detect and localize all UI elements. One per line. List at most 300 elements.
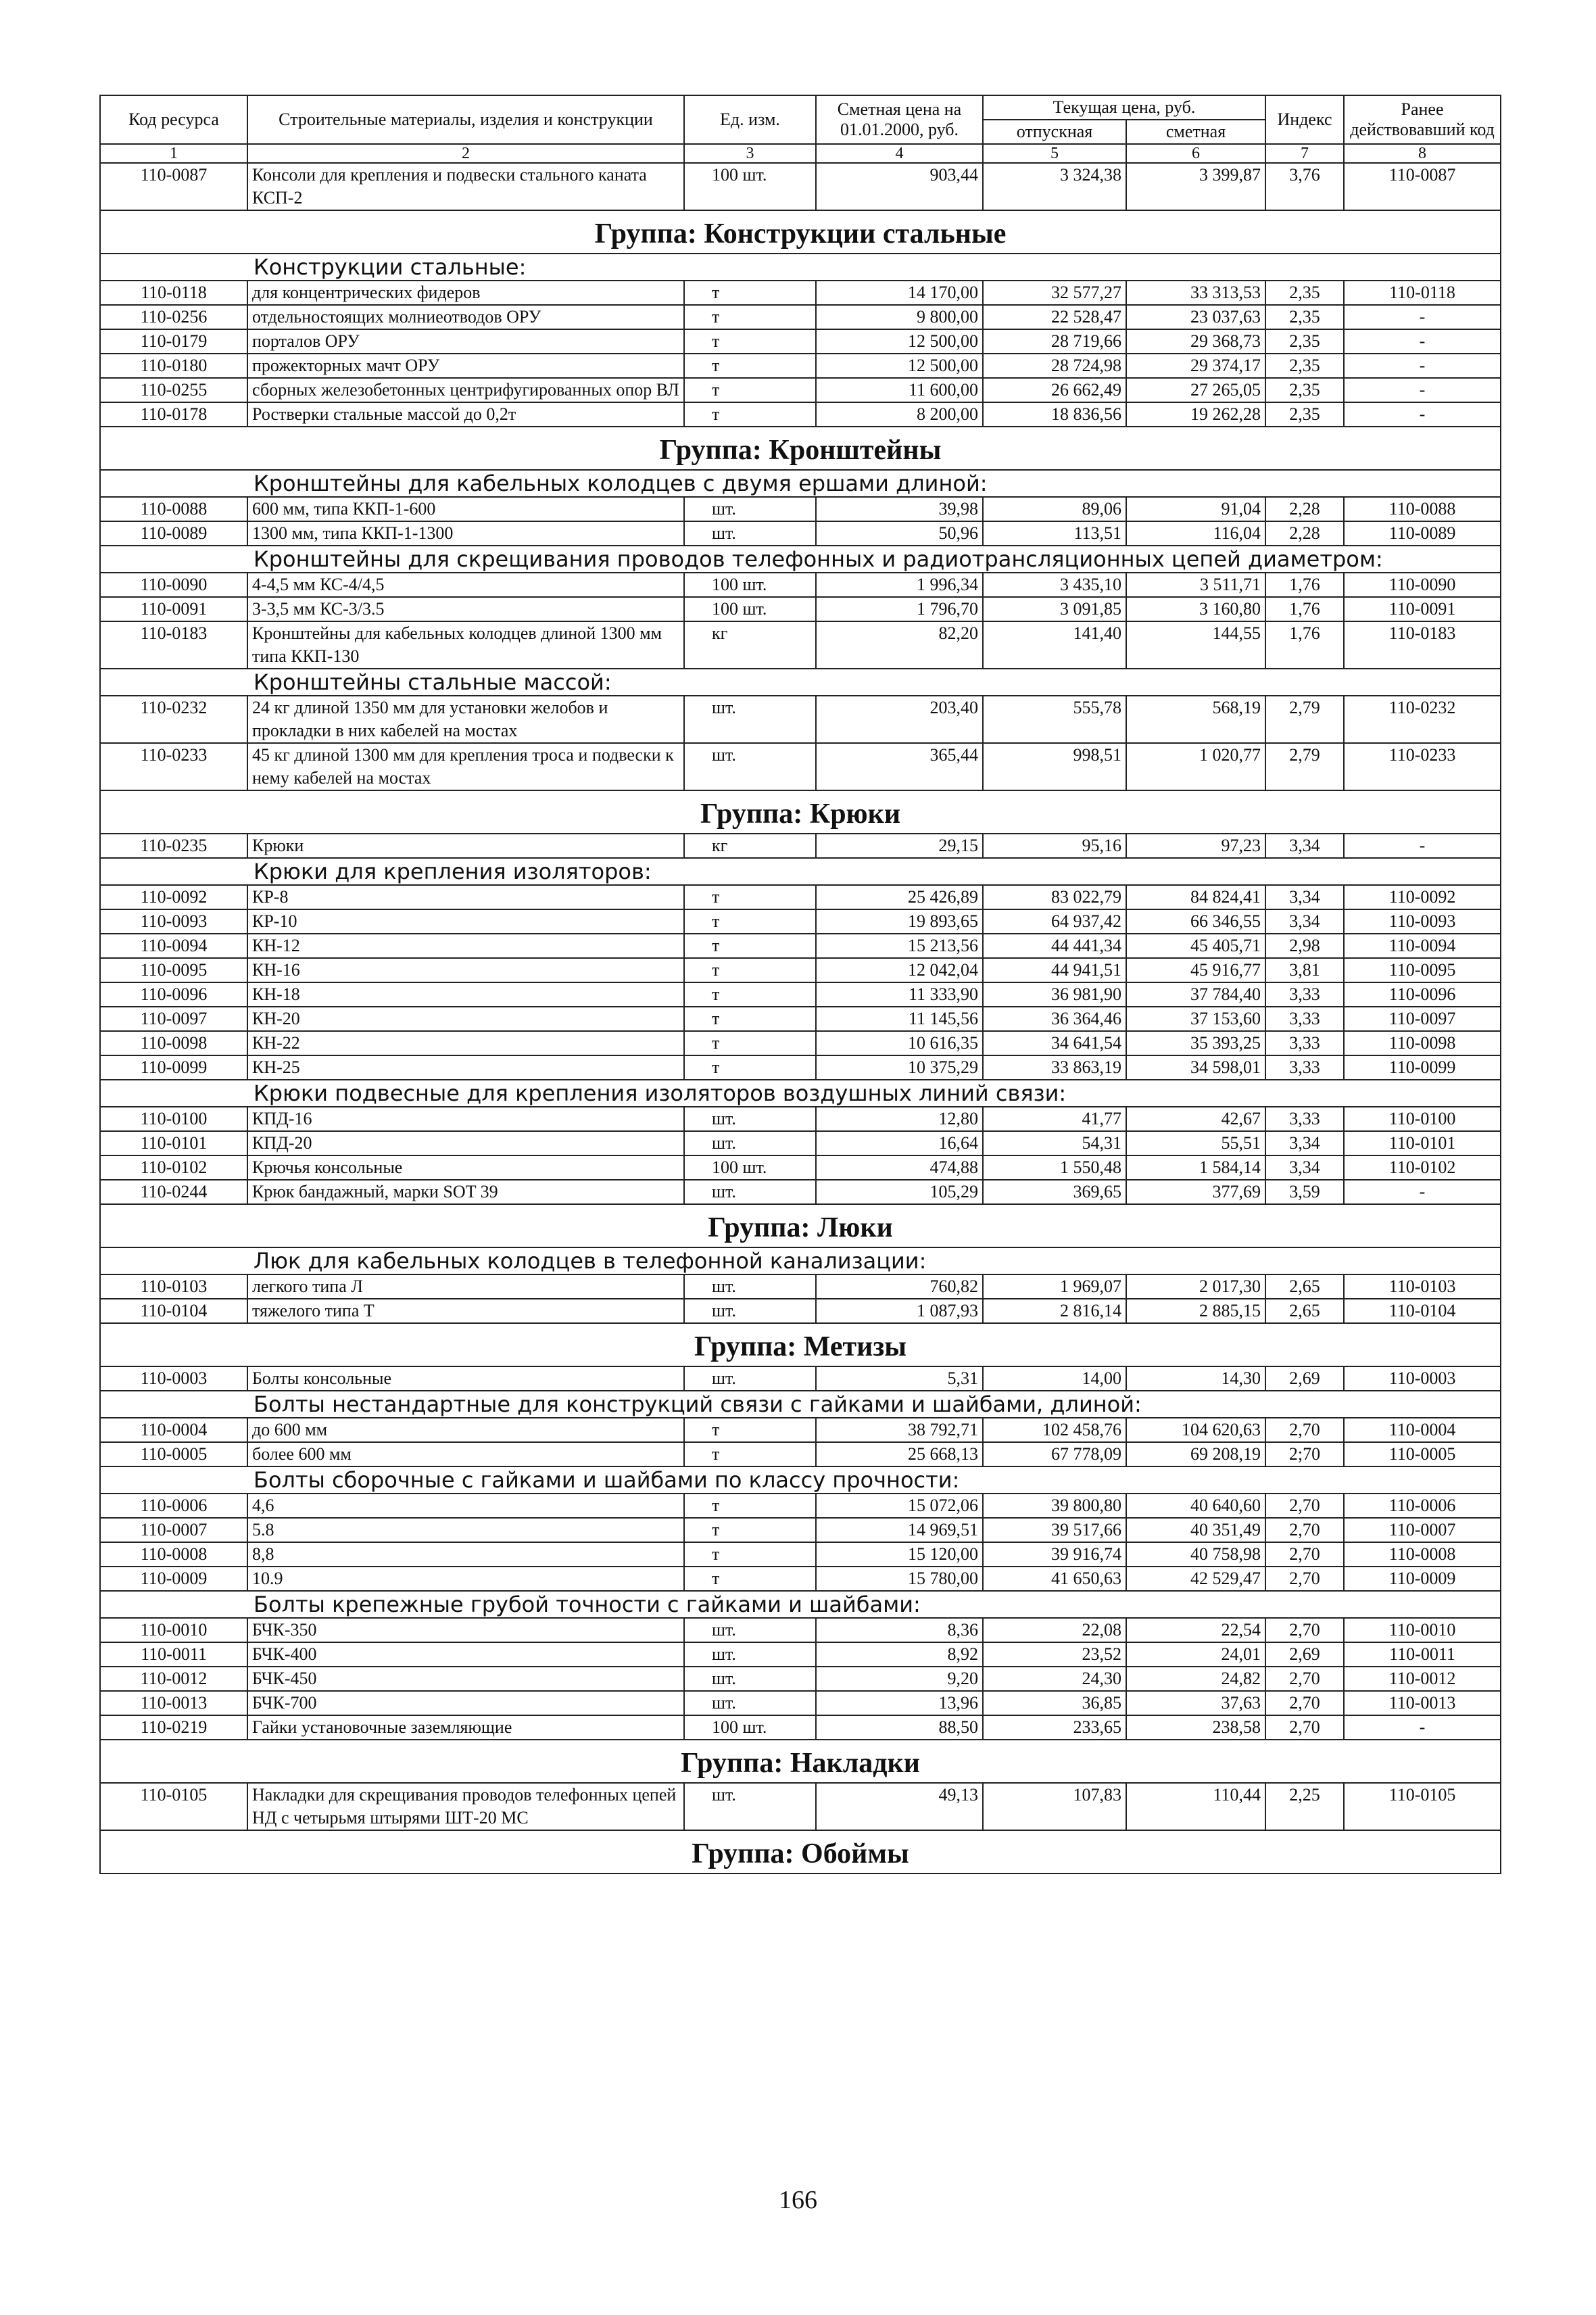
old-code-cell: 110-0233 xyxy=(1344,743,1501,790)
estimate-price-cell: 377,69 xyxy=(1126,1180,1265,1204)
subheading-row xyxy=(100,669,1501,696)
group-heading: Группа: Конструкции стальные xyxy=(100,210,1501,254)
index-cell: 2,35 xyxy=(1265,378,1344,402)
unit-cell: кг xyxy=(684,834,816,858)
subheading-row xyxy=(100,470,1501,497)
base-price-cell: 11 600,00 xyxy=(816,378,983,402)
table-row xyxy=(100,305,1501,329)
page-number: 166 xyxy=(779,2186,817,2214)
estimate-price-cell: 97,23 xyxy=(1126,834,1265,858)
resource-code-cell: 110-0097 xyxy=(100,1007,247,1031)
base-price-cell: 8,92 xyxy=(816,1642,983,1667)
base-price-cell: 10 616,35 xyxy=(816,1031,983,1055)
base-price-cell: 12,80 xyxy=(816,1107,983,1131)
subheading-row xyxy=(100,1466,1501,1494)
unit-cell: шт. xyxy=(684,1131,816,1155)
estimate-price-cell: 568,19 xyxy=(1126,696,1265,743)
base-price-cell: 5,31 xyxy=(816,1366,983,1391)
resource-code-cell: 110-0235 xyxy=(100,834,247,858)
resource-code-cell: 110-0183 xyxy=(100,621,247,669)
resource-code-cell: 110-0089 xyxy=(100,521,247,546)
material-name-cell: 24 кг длиной 1350 мм для установки желобов и прокладки в них кабелей на мостах xyxy=(247,696,684,743)
estimate-price-cell: 84 824,41 xyxy=(1126,885,1265,909)
material-name-cell: КПД-20 xyxy=(247,1131,684,1155)
old-code-cell: 110-0183 xyxy=(1344,621,1501,669)
unit-cell: т xyxy=(684,378,816,402)
unit-cell: шт. xyxy=(684,521,816,546)
estimate-price-cell: 66 346,55 xyxy=(1126,909,1265,934)
estimate-price-cell: 35 393,25 xyxy=(1126,1031,1265,1055)
old-code-cell: - xyxy=(1344,1715,1501,1740)
base-price-cell: 25 668,13 xyxy=(816,1442,983,1466)
table-row xyxy=(100,1442,1501,1466)
base-price-cell: 19 893,65 xyxy=(816,909,983,934)
table-row xyxy=(100,163,1501,210)
table-row xyxy=(100,378,1501,402)
estimate-price-cell: 29 368,73 xyxy=(1126,329,1265,354)
table-row xyxy=(100,909,1501,934)
header-code: Код ресурса xyxy=(100,95,247,144)
index-cell: 3,34 xyxy=(1265,909,1344,934)
resource-code-cell: 110-0180 xyxy=(100,354,247,378)
subheading: Болты нестандартные для конструкций связи с гайками и шайбами, длиной: xyxy=(100,1391,1501,1418)
table-row xyxy=(100,1366,1501,1391)
release-price-cell: 113,51 xyxy=(983,521,1126,546)
index-cell: 2,35 xyxy=(1265,305,1344,329)
unit-cell: т xyxy=(684,885,816,909)
old-code-cell: 110-0087 xyxy=(1344,163,1501,210)
unit-cell: т xyxy=(684,329,816,354)
column-numbers-row xyxy=(100,144,1501,163)
resource-code-cell: 110-0088 xyxy=(100,497,247,521)
resource-code-cell: 110-0094 xyxy=(100,934,247,958)
table-row xyxy=(100,354,1501,378)
index-cell: 2,70 xyxy=(1265,1418,1344,1442)
header-base-price: Сметная цена на 01.01.2000, руб. xyxy=(816,95,983,144)
resource-code-cell: 110-0008 xyxy=(100,1542,247,1567)
index-cell: 2,69 xyxy=(1265,1366,1344,1391)
base-price-cell: 82,20 xyxy=(816,621,983,669)
old-code-cell: 110-0118 xyxy=(1344,281,1501,305)
base-price-cell: 29,15 xyxy=(816,834,983,858)
release-price-cell: 2 816,14 xyxy=(983,1299,1126,1323)
table-row xyxy=(100,1299,1501,1323)
subheading: Крюки для крепления изоляторов: xyxy=(100,858,1501,885)
unit-cell: шт. xyxy=(684,1107,816,1131)
old-code-cell: 110-0100 xyxy=(1344,1107,1501,1131)
price-table-body xyxy=(100,163,1501,1874)
old-code-cell: 110-0010 xyxy=(1344,1618,1501,1642)
unit-cell: т xyxy=(684,1442,816,1466)
release-price-cell: 369,65 xyxy=(983,1180,1126,1204)
table-row xyxy=(100,329,1501,354)
table-row xyxy=(100,402,1501,427)
subheading: Кронштейны для кабельных колодцев с двумя ершами длиной: xyxy=(100,470,1501,497)
material-name-cell: для концентрических фидеров xyxy=(247,281,684,305)
unit-cell: 100 шт. xyxy=(684,573,816,597)
group-heading: Группа: Крюки xyxy=(100,790,1501,834)
column-number: 1 xyxy=(100,144,247,163)
material-name-cell: легкого типа Л xyxy=(247,1274,684,1299)
header-old-code: Ранее действовавший код xyxy=(1344,95,1501,144)
table-row xyxy=(100,1567,1501,1591)
material-name-cell: 45 кг длиной 1300 мм для крепления троса и подвески к нему кабелей на мостах xyxy=(247,743,684,790)
release-price-cell: 1 550,48 xyxy=(983,1155,1126,1180)
base-price-cell: 11 145,56 xyxy=(816,1007,983,1031)
table-row xyxy=(100,1180,1501,1204)
group-heading-row xyxy=(100,790,1501,834)
base-price-cell: 12 042,04 xyxy=(816,958,983,982)
unit-cell: т xyxy=(684,354,816,378)
old-code-cell: 110-0089 xyxy=(1344,521,1501,546)
old-code-cell: 110-0103 xyxy=(1344,1274,1501,1299)
unit-cell: т xyxy=(684,1031,816,1055)
unit-cell: шт. xyxy=(684,1783,816,1830)
table-row xyxy=(100,621,1501,669)
unit-cell: шт. xyxy=(684,1618,816,1642)
material-name-cell: Ростверки стальные массой до 0,2т xyxy=(247,402,684,427)
table-row xyxy=(100,521,1501,546)
old-code-cell: 110-0012 xyxy=(1344,1667,1501,1691)
material-name-cell: 1300 мм, типа ККП-1-1300 xyxy=(247,521,684,546)
subheading: Крюки подвесные для крепления изоляторов воздушных линий связи: xyxy=(100,1080,1501,1107)
header-unit: Ед. изм. xyxy=(684,95,816,144)
material-name-cell: БЧК-350 xyxy=(247,1618,684,1642)
release-price-cell: 3 324,38 xyxy=(983,163,1126,210)
column-number: 6 xyxy=(1126,144,1265,163)
release-price-cell: 36,85 xyxy=(983,1691,1126,1715)
group-heading: Группа: Метизы xyxy=(100,1323,1501,1366)
material-name-cell: 600 мм, типа ККП-1-600 xyxy=(247,497,684,521)
index-cell: 2;70 xyxy=(1265,1442,1344,1466)
table-row xyxy=(100,934,1501,958)
index-cell: 2,28 xyxy=(1265,497,1344,521)
group-heading-row xyxy=(100,1740,1501,1783)
resource-code-cell: 110-0105 xyxy=(100,1783,247,1830)
material-name-cell: Консоли для крепления и подвески стального каната КСП-2 xyxy=(247,163,684,210)
estimate-price-cell: 1 584,14 xyxy=(1126,1155,1265,1180)
index-cell: 2,35 xyxy=(1265,354,1344,378)
material-name-cell: КН-18 xyxy=(247,982,684,1007)
resource-code-cell: 110-0013 xyxy=(100,1691,247,1715)
unit-cell: шт. xyxy=(684,696,816,743)
material-name-cell: тяжелого типа Т xyxy=(247,1299,684,1323)
index-cell: 2,35 xyxy=(1265,329,1344,354)
release-price-cell: 102 458,76 xyxy=(983,1418,1126,1442)
estimate-price-cell: 3 511,71 xyxy=(1126,573,1265,597)
index-cell: 3,81 xyxy=(1265,958,1344,982)
release-price-cell: 32 577,27 xyxy=(983,281,1126,305)
estimate-price-cell: 104 620,63 xyxy=(1126,1418,1265,1442)
header-current-price: Текущая цена, руб. xyxy=(983,95,1265,120)
unit-cell: т xyxy=(684,1542,816,1567)
old-code-cell: 110-0011 xyxy=(1344,1642,1501,1667)
estimate-price-cell: 69 208,19 xyxy=(1126,1442,1265,1466)
resource-code-cell: 110-0003 xyxy=(100,1366,247,1391)
material-name-cell: Крюк бандажный, марки SOT 39 xyxy=(247,1180,684,1204)
release-price-cell: 33 863,19 xyxy=(983,1055,1126,1080)
table-row xyxy=(100,885,1501,909)
unit-cell: шт. xyxy=(684,1642,816,1667)
estimate-price-cell: 1 020,77 xyxy=(1126,743,1265,790)
estimate-price-cell: 42 529,47 xyxy=(1126,1567,1265,1591)
unit-cell: т xyxy=(684,1494,816,1518)
subheading: Болты крепежные грубой точности с гайками и шайбами: xyxy=(100,1591,1501,1618)
old-code-cell: 110-0092 xyxy=(1344,885,1501,909)
table-row xyxy=(100,1618,1501,1642)
old-code-cell: 110-0003 xyxy=(1344,1366,1501,1391)
table-row xyxy=(100,958,1501,982)
old-code-cell: 110-0007 xyxy=(1344,1518,1501,1542)
resource-code-cell: 110-0101 xyxy=(100,1131,247,1155)
base-price-cell: 25 426,89 xyxy=(816,885,983,909)
estimate-price-cell: 3 160,80 xyxy=(1126,597,1265,621)
table-row xyxy=(100,281,1501,305)
table-row xyxy=(100,1494,1501,1518)
group-heading-row xyxy=(100,1204,1501,1247)
release-price-cell: 28 719,66 xyxy=(983,329,1126,354)
subheading-row xyxy=(100,254,1501,281)
estimate-price-cell: 42,67 xyxy=(1126,1107,1265,1131)
release-price-cell: 64 937,42 xyxy=(983,909,1126,934)
index-cell: 1,76 xyxy=(1265,573,1344,597)
base-price-cell: 474,88 xyxy=(816,1155,983,1180)
release-price-cell: 22 528,47 xyxy=(983,305,1126,329)
estimate-price-cell: 14,30 xyxy=(1126,1366,1265,1391)
base-price-cell: 203,40 xyxy=(816,696,983,743)
index-cell: 2,79 xyxy=(1265,743,1344,790)
estimate-price-cell: 110,44 xyxy=(1126,1783,1265,1830)
index-cell: 3,34 xyxy=(1265,1155,1344,1180)
resource-code-cell: 110-0102 xyxy=(100,1155,247,1180)
resource-code-cell: 110-0098 xyxy=(100,1031,247,1055)
index-cell: 2,65 xyxy=(1265,1299,1344,1323)
subheading: Кронштейны стальные массой: xyxy=(100,669,1501,696)
resource-code-cell: 110-0006 xyxy=(100,1494,247,1518)
unit-cell: т xyxy=(684,305,816,329)
old-code-cell: 110-0006 xyxy=(1344,1494,1501,1518)
material-name-cell: БЧК-450 xyxy=(247,1667,684,1691)
old-code-cell: 110-0104 xyxy=(1344,1299,1501,1323)
resource-code-cell: 110-0255 xyxy=(100,378,247,402)
resource-code-cell: 110-0118 xyxy=(100,281,247,305)
old-code-cell: 110-0009 xyxy=(1344,1567,1501,1591)
base-price-cell: 8,36 xyxy=(816,1618,983,1642)
estimate-price-cell: 22,54 xyxy=(1126,1618,1265,1642)
table-row xyxy=(100,1642,1501,1667)
table-row xyxy=(100,573,1501,597)
group-heading: Группа: Люки xyxy=(100,1204,1501,1247)
material-name-cell: отдельностоящих молниеотводов ОРУ xyxy=(247,305,684,329)
subheading-row xyxy=(100,546,1501,573)
release-price-cell: 107,83 xyxy=(983,1783,1126,1830)
column-number: 4 xyxy=(816,144,983,163)
unit-cell: шт. xyxy=(684,1180,816,1204)
resource-code-cell: 110-0178 xyxy=(100,402,247,427)
base-price-cell: 15 780,00 xyxy=(816,1567,983,1591)
table-row xyxy=(100,497,1501,521)
table-row xyxy=(100,597,1501,621)
release-price-cell: 555,78 xyxy=(983,696,1126,743)
base-price-cell: 49,13 xyxy=(816,1783,983,1830)
estimate-price-cell: 40 351,49 xyxy=(1126,1518,1265,1542)
material-name-cell: БЧК-700 xyxy=(247,1691,684,1715)
old-code-cell: 110-0101 xyxy=(1344,1131,1501,1155)
base-price-cell: 15 072,06 xyxy=(816,1494,983,1518)
resource-code-cell: 110-0244 xyxy=(100,1180,247,1204)
old-code-cell: 110-0094 xyxy=(1344,934,1501,958)
base-price-cell: 14 170,00 xyxy=(816,281,983,305)
resource-code-cell: 110-0100 xyxy=(100,1107,247,1131)
table-row xyxy=(100,1031,1501,1055)
old-code-cell: 110-0098 xyxy=(1344,1031,1501,1055)
old-code-cell: - xyxy=(1344,354,1501,378)
table-row xyxy=(100,1131,1501,1155)
index-cell: 3,34 xyxy=(1265,885,1344,909)
resource-code-cell: 110-0179 xyxy=(100,329,247,354)
index-cell: 2,65 xyxy=(1265,1274,1344,1299)
subheading-row xyxy=(100,1591,1501,1618)
index-cell: 3,76 xyxy=(1265,163,1344,210)
table-row xyxy=(100,743,1501,790)
group-heading: Группа: Обоймы xyxy=(100,1830,1501,1874)
header-name: Строительные материалы, изделия и конструкции xyxy=(247,95,684,144)
unit-cell: т xyxy=(684,281,816,305)
unit-cell: т xyxy=(684,1007,816,1031)
base-price-cell: 39,98 xyxy=(816,497,983,521)
index-cell: 2,35 xyxy=(1265,402,1344,427)
release-price-cell: 3 091,85 xyxy=(983,597,1126,621)
old-code-cell: 110-0093 xyxy=(1344,909,1501,934)
unit-cell: шт. xyxy=(684,1667,816,1691)
resource-code-cell: 110-0232 xyxy=(100,696,247,743)
base-price-cell: 760,82 xyxy=(816,1274,983,1299)
release-price-cell: 95,16 xyxy=(983,834,1126,858)
index-cell: 1,76 xyxy=(1265,597,1344,621)
release-price-cell: 54,31 xyxy=(983,1131,1126,1155)
unit-cell: 100 шт. xyxy=(684,1715,816,1740)
base-price-cell: 8 200,00 xyxy=(816,402,983,427)
material-name-cell: КН-12 xyxy=(247,934,684,958)
resource-code-cell: 110-0007 xyxy=(100,1518,247,1542)
table-row xyxy=(100,1542,1501,1567)
column-number: 5 xyxy=(983,144,1126,163)
material-name-cell: 10.9 xyxy=(247,1567,684,1591)
unit-cell: шт. xyxy=(684,497,816,521)
release-price-cell: 233,65 xyxy=(983,1715,1126,1740)
header-release: отпускная xyxy=(983,120,1126,144)
estimate-price-cell: 40 640,60 xyxy=(1126,1494,1265,1518)
base-price-cell: 1 996,34 xyxy=(816,573,983,597)
release-price-cell: 44 941,51 xyxy=(983,958,1126,982)
release-price-cell: 39 916,74 xyxy=(983,1542,1126,1567)
estimate-price-cell: 33 313,53 xyxy=(1126,281,1265,305)
table-row xyxy=(100,696,1501,743)
table-row xyxy=(100,1155,1501,1180)
base-price-cell: 88,50 xyxy=(816,1715,983,1740)
column-number: 3 xyxy=(684,144,816,163)
old-code-cell: 110-0005 xyxy=(1344,1442,1501,1466)
release-price-cell: 34 641,54 xyxy=(983,1031,1126,1055)
old-code-cell: 110-0088 xyxy=(1344,497,1501,521)
estimate-price-cell: 144,55 xyxy=(1126,621,1265,669)
unit-cell: 100 шт. xyxy=(684,163,816,210)
estimate-price-cell: 91,04 xyxy=(1126,497,1265,521)
release-price-cell: 14,00 xyxy=(983,1366,1126,1391)
resource-code-cell: 110-0103 xyxy=(100,1274,247,1299)
base-price-cell: 12 500,00 xyxy=(816,329,983,354)
resource-code-cell: 110-0087 xyxy=(100,163,247,210)
estimate-price-cell: 2 885,15 xyxy=(1126,1299,1265,1323)
index-cell: 2,70 xyxy=(1265,1667,1344,1691)
resource-code-cell: 110-0093 xyxy=(100,909,247,934)
release-price-cell: 998,51 xyxy=(983,743,1126,790)
index-cell: 3,33 xyxy=(1265,1055,1344,1080)
unit-cell: т xyxy=(684,402,816,427)
release-price-cell: 141,40 xyxy=(983,621,1126,669)
table-row xyxy=(100,1107,1501,1131)
index-cell: 2,98 xyxy=(1265,934,1344,958)
subheading: Конструкции стальные: xyxy=(100,254,1501,281)
header-index: Индекс xyxy=(1265,95,1344,144)
old-code-cell: 110-0090 xyxy=(1344,573,1501,597)
material-name-cell: КН-20 xyxy=(247,1007,684,1031)
material-name-cell: до 600 мм xyxy=(247,1418,684,1442)
release-price-cell: 26 662,49 xyxy=(983,378,1126,402)
index-cell: 2,25 xyxy=(1265,1783,1344,1830)
material-name-cell: КПД-16 xyxy=(247,1107,684,1131)
release-price-cell: 83 022,79 xyxy=(983,885,1126,909)
release-price-cell: 44 441,34 xyxy=(983,934,1126,958)
estimate-price-cell: 45 405,71 xyxy=(1126,934,1265,958)
base-price-cell: 1 087,93 xyxy=(816,1299,983,1323)
unit-cell: шт. xyxy=(684,743,816,790)
material-name-cell: более 600 мм xyxy=(247,1442,684,1466)
index-cell: 3,34 xyxy=(1265,834,1344,858)
index-cell: 2,70 xyxy=(1265,1542,1344,1567)
column-number: 8 xyxy=(1344,144,1501,163)
material-name-cell: Крюки xyxy=(247,834,684,858)
estimate-price-cell: 116,04 xyxy=(1126,521,1265,546)
table-row xyxy=(100,1055,1501,1080)
estimate-price-cell: 37 784,40 xyxy=(1126,982,1265,1007)
material-name-cell: 5.8 xyxy=(247,1518,684,1542)
old-code-cell: 110-0004 xyxy=(1344,1418,1501,1442)
resource-code-cell: 110-0095 xyxy=(100,958,247,982)
release-price-cell: 36 981,90 xyxy=(983,982,1126,1007)
estimate-price-cell: 238,58 xyxy=(1126,1715,1265,1740)
index-cell: 3,33 xyxy=(1265,982,1344,1007)
table-row xyxy=(100,1274,1501,1299)
unit-cell: т xyxy=(684,1567,816,1591)
index-cell: 2,70 xyxy=(1265,1691,1344,1715)
old-code-cell: - xyxy=(1344,378,1501,402)
material-name-cell: КР-8 xyxy=(247,885,684,909)
group-heading: Группа: Кронштейны xyxy=(100,427,1501,470)
material-name-cell: прожекторных мачт ОРУ xyxy=(247,354,684,378)
group-heading-row xyxy=(100,1830,1501,1874)
unit-cell: т xyxy=(684,1518,816,1542)
resource-code-cell: 110-0090 xyxy=(100,573,247,597)
table-row xyxy=(100,1418,1501,1442)
release-price-cell: 41,77 xyxy=(983,1107,1126,1131)
material-name-cell: Болты консольные xyxy=(247,1366,684,1391)
material-name-cell: КН-16 xyxy=(247,958,684,982)
old-code-cell: 110-0095 xyxy=(1344,958,1501,982)
estimate-price-cell: 55,51 xyxy=(1126,1131,1265,1155)
old-code-cell: 110-0232 xyxy=(1344,696,1501,743)
base-price-cell: 12 500,00 xyxy=(816,354,983,378)
